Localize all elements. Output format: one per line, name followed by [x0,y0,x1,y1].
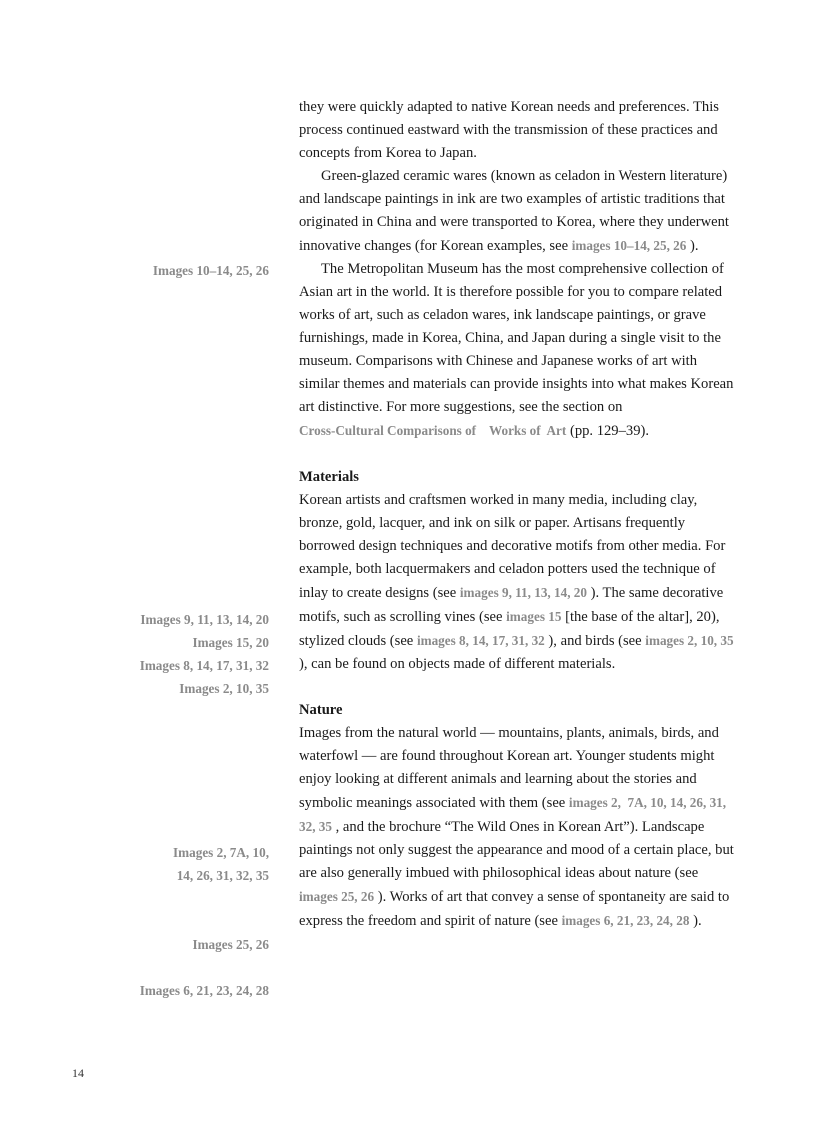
paragraph-museum: The Metropolitan Museum has the most comprehensive collection of Asian art in the world. It is therefore possible for you to compare related works of art, such as celadon wares, ink landscape paintings, or grave furnishings, made in Korea, China, and Japan during a single visit to the museum. Comparisons with Chinese and Japanese works of art with similar themes and materials can provide insights into what makes Korean art distinctive. For more suggestions, see the section on Cross-Cultural Comparisons of Works of Art (pp. 129–39). [299,261,734,439]
paragraph-materials: Korean artists and craftsmen worked in many media, including clay, bronze, gold, lacquer, and ink on silk or paper. Artisans frequently borrowed design techniques and decorative motifs from other media. For example, both lacquermakers and celadon potters used the technique of inlay to create designs (see images 9, 11, 13, 14, 20 ). The same decorative motifs, such as scrolling vines (see images 15 [the base of the altar], 20), stylized clouds (see images 8, 14, 17, 31, 32 ), and birds (see images 2, 10, 35 ), can be found on objects made of different materials. [299,492,734,672]
margin-note-images-10-14: Images 10–14, 25, 26 [152,263,269,278]
image-reference-link[interactable]: images 15 [506,609,562,624]
section-heading-nature: Nature [299,702,343,718]
image-reference-link[interactable]: images 8, 14, 17, 31, 32 [416,633,545,648]
margin-note-images-6-28: Images 6, 21, 23, 24, 28 [139,983,269,998]
image-reference-link[interactable]: images 10–14, 25, 26 [571,238,687,253]
cross-cultural-section-link[interactable]: Cross-Cultural Comparisons of Works of Art [299,423,567,438]
margin-note-images-9-20: Images 9, 11, 13, 14, 20 [140,612,269,627]
main-text-column [299,96,739,933]
margin-note-images-2-7a: Images 2, 7A, 10, [173,845,269,860]
margin-note-images-8-32: Images 8, 14, 17, 31, 32 [139,658,269,673]
margin-note-images-14-35: 14, 26, 31, 32, 35 [176,868,269,883]
margin-note-images-25-26: Images 25, 26 [192,937,269,952]
paragraph-intro: they were quickly adapted to native Korean needs and preferences. This process continued eastward with the transmission of these practices and concepts from Korea to Japan. [299,99,719,161]
image-reference-link[interactable]: images 25, 26 [299,889,375,904]
image-reference-link[interactable]: images 9, 11, 13, 14, 20 [459,585,587,600]
page-number: 14 [72,1066,84,1080]
section-heading-materials: Materials [299,469,359,485]
image-reference-link[interactable]: images 6, 21, 23, 24, 28 [561,913,690,928]
paragraph-nature: Images from the natural world — mountains, plants, animals, birds, and waterfowl — are found throughout Korean art. Younger students might enjoy looking at different animals and learning about the stories and symbolic meanings associated with them (see images 2, 7A, 10, 14, 26, 31, 32, 35 , and the brochure “The Wild Ones in Korean Art”). Landscape paintings not only suggest the appearance and mood of a certain place, but are also generally imbued with philosophical ideas about nature (see images 25, 26 ). Works of art that convey a sense of spontaneity are said to express the freedom and spirit of nature (see images 6, 21, 23, 24, 28 ). [299,725,734,929]
margin-note-images-2-35: Images 2, 10, 35 [179,681,269,696]
paragraph-celadon: Green-glazed ceramic wares (known as celadon in Western literature) and landscape paintings in ink are two examples of artistic traditions that originated in China and were transported to Korea, where they underwent innovative changes (for Korean examples, see images 10–14, 25, 26 ). [299,168,729,254]
margin-note-images-15-20: Images 15, 20 [192,635,269,650]
image-reference-link[interactable]: images 2, 10, 35 [645,633,734,648]
image-reference-link[interactable]: images 2, 7A, 10, 14, 26, 31, 32, 35 [299,795,730,834]
